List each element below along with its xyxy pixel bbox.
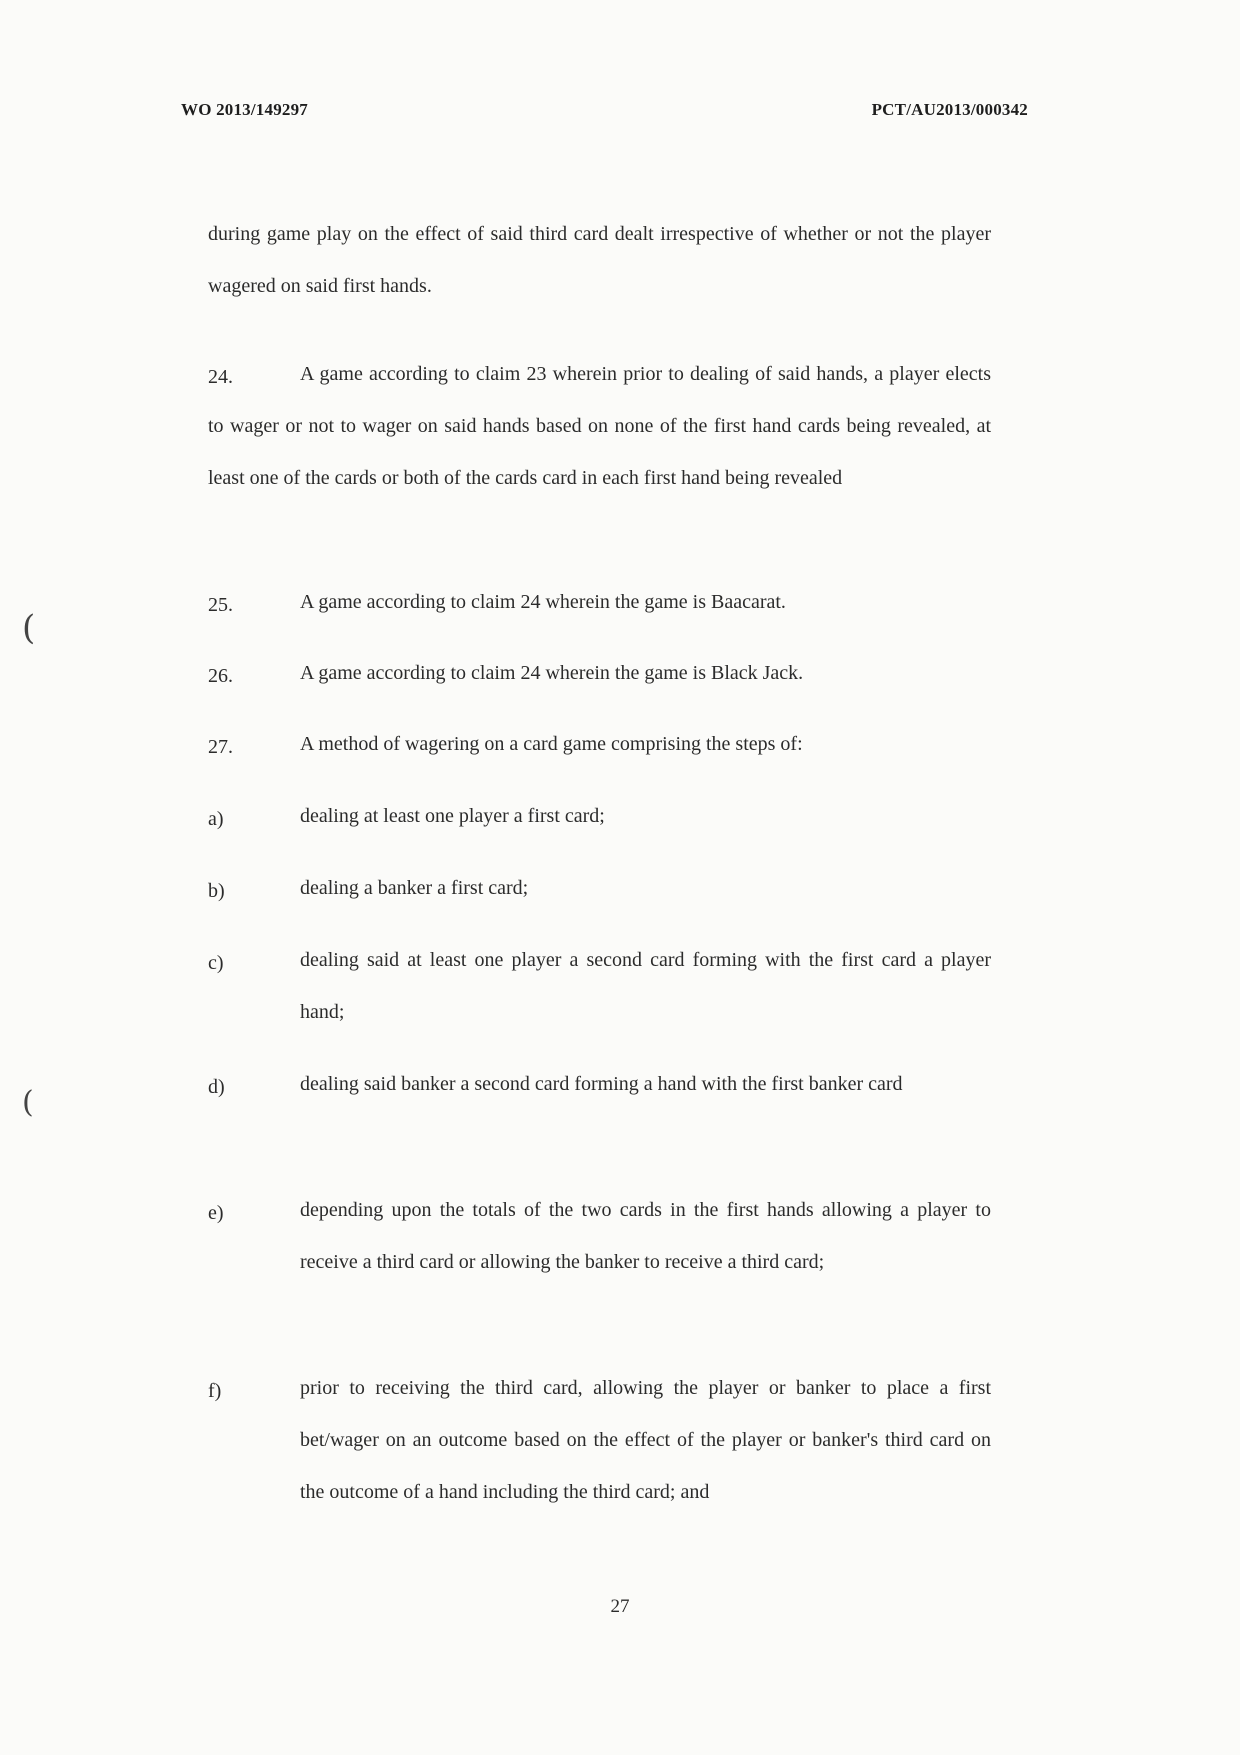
step-label-a: a)	[208, 808, 224, 830]
claim-text-26: A game according to claim 24 wherein the game is Black Jack.	[300, 662, 804, 684]
step-label-b: b)	[208, 880, 225, 902]
page-number: 27	[610, 1596, 630, 1617]
margin-bracket-mark-lower: (	[22, 1085, 34, 1120]
claim-number-25: 25.	[208, 594, 233, 616]
claim-number-27: 27.	[208, 736, 233, 758]
step-text-b: dealing a banker a first card;	[300, 877, 529, 899]
step-label-f: f)	[208, 1380, 222, 1402]
margin-bracket-mark: (	[22, 608, 36, 648]
step-label-e: e)	[208, 1202, 224, 1224]
publication-number: WO 2013/149297	[181, 100, 308, 119]
application-number: PCT/AU2013/000342	[871, 100, 1028, 119]
claim-number-26: 26.	[208, 665, 233, 687]
step-text-c: dealing said at least one player a second card forming with the first card a player hand;	[300, 949, 991, 1023]
step-text-f: prior to receiving the third card, allowing the player or banker to place a first bet/wager on an outcome based on the effect of the player or banker's third card on the outcome of a hand including the third card; and	[300, 1377, 991, 1503]
step-text-d: dealing said banker a second card forming a hand with the first banker card	[300, 1073, 903, 1095]
intro-paragraph: during game play on the effect of said third card dealt irrespective of whether or not the player wagered on said first hands.	[208, 223, 991, 297]
step-text-e: depending upon the totals of the two cards in the first hands allowing a player to receive a third card or allowing the banker to receive a third card;	[300, 1199, 991, 1273]
claim-number-24: 24.	[208, 366, 233, 388]
claim-text-25: A game according to claim 24 wherein the game is Baacarat.	[300, 591, 786, 613]
step-label-d: d)	[208, 1076, 225, 1098]
claim-text-27: A method of wagering on a card game comprising the steps of:	[300, 733, 803, 755]
step-label-c: c)	[208, 952, 224, 974]
claim-text-24: A game according to claim 23 wherein prior to dealing of said hands, a player elects to wager or not to wager on said hands based on none of the first hand cards being revealed, at least one of the cards or both of the cards card in each first hand being revealed	[208, 363, 991, 489]
step-text-a: dealing at least one player a first card;	[300, 805, 605, 827]
